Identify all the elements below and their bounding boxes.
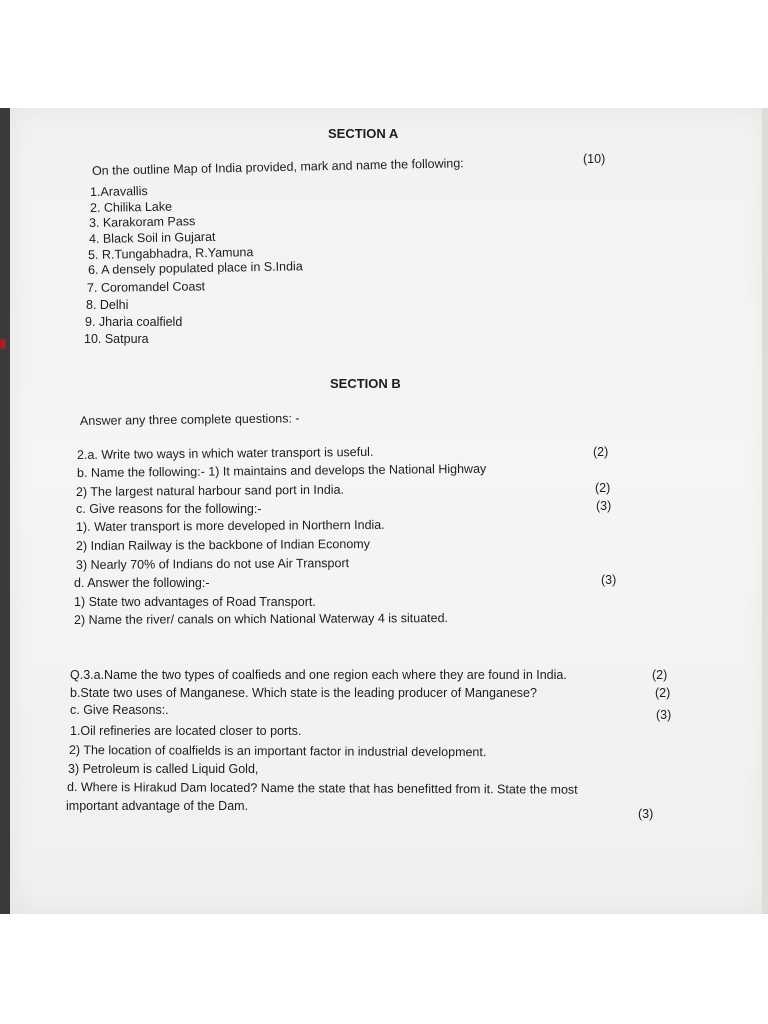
q2-c3: 3) Nearly 70% of Indians do not use Air Transport (75, 556, 350, 572)
section-a-marks: (10) (583, 152, 606, 166)
q3-c: c. Give Reasons:. (70, 703, 169, 717)
map-item: 6. A densely populated place in S.India (87, 259, 303, 277)
q2-d: d. Answer the following:- (74, 576, 210, 590)
q3-b: b.State two uses of Manganese. Which state is the leading producer of Manganese? (70, 686, 537, 700)
map-item: 10. Satpura (84, 332, 149, 346)
q2-d2: 2) Name the river/ canals on which National Waterway 4 is situated. (73, 611, 449, 627)
q3-c3: 3) Petroleum is called Liquid Gold, (68, 762, 259, 776)
q2-c-marks: (3) (596, 499, 612, 513)
q2-c2: 2) Indian Railway is the backbone of Indian Economy (75, 536, 370, 553)
q3-c1: 1.Oil refineries are located closer to ports. (70, 724, 302, 738)
q2-a: 2.a. Write two ways in which water transport is useful. (76, 444, 374, 462)
map-item: 7. Coromandel Coast (86, 279, 206, 295)
q2-a-marks: (2) (593, 445, 609, 459)
section-a-heading: SECTION A (328, 126, 399, 141)
q2-b2: 2) The largest natural harbour sand port in India. (75, 482, 345, 499)
q2-c1: 1). Water transport is more developed in Northern India. (75, 517, 385, 534)
section-a-instruction: On the outline Map of India provided, mark and name the following: (91, 156, 464, 178)
q3-a-marks: (2) (652, 668, 668, 682)
q2-d-marks: (3) (601, 573, 617, 587)
q3-b-marks: (2) (655, 686, 671, 700)
map-item: 2. Chilika Lake (89, 199, 173, 215)
q3-c2: 2) The location of coalfields is an important factor in industrial development. (68, 743, 487, 760)
section-b-heading: SECTION B (330, 376, 401, 391)
q2-b-marks: (2) (595, 481, 611, 495)
map-item: 1.Aravallis (89, 183, 148, 199)
map-item: 4. Black Soil in Gujarat (88, 229, 216, 246)
section-b-instruction: Answer any three complete questions: - (79, 411, 300, 428)
map-item: 9. Jharia coalfield (85, 315, 183, 329)
q2-b: b. Name the following:- 1) It maintains and develops the National Highway (76, 461, 487, 480)
map-item: 8. Delhi (86, 298, 129, 312)
map-item: 5. R.Tungabhadra, R.Yamuna (87, 245, 254, 262)
q3-d-marks: (3) (638, 807, 654, 821)
q2-d1: 1) State two advantages of Road Transport. (74, 595, 316, 609)
map-item: 3. Karakoram Pass (88, 214, 196, 230)
binder-mark (0, 339, 6, 349)
q3-a: Q.3.a.Name the two types of coalfieds and one region each where they are found in India. (70, 668, 567, 682)
q2-c: c. Give reasons for the following:- (76, 502, 262, 516)
q3-d-cont: important advantage of the Dam. (66, 799, 249, 813)
q3-c-marks: (3) (656, 708, 672, 722)
q3-d: d. Where is Hirakud Dam located? Name the state that has benefitted from it. State the most (66, 780, 578, 797)
paper-edge (762, 108, 768, 914)
